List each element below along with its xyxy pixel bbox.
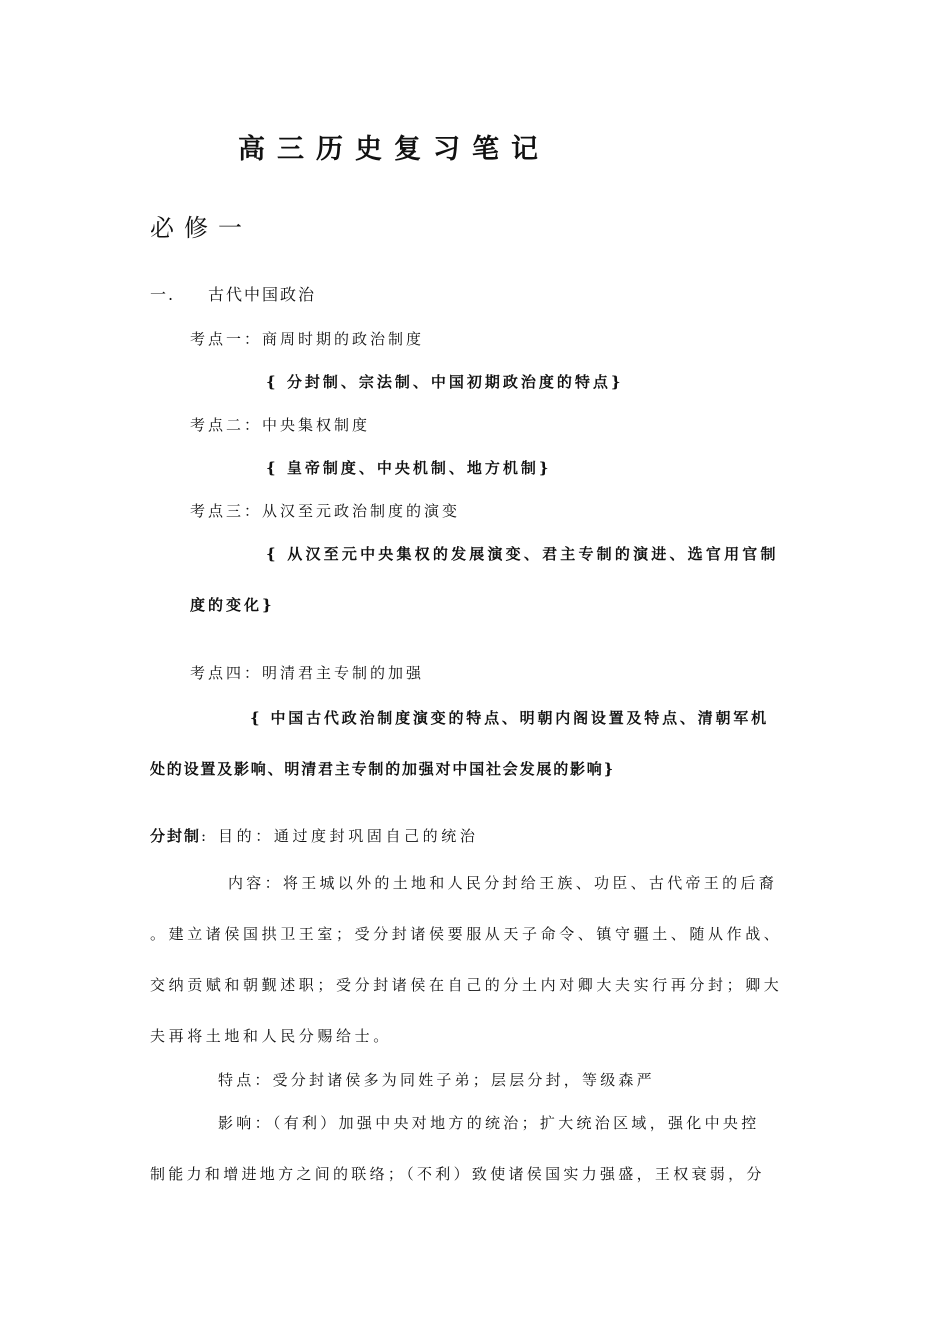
exam-point-3-topics-line-1: { 从汉至元中央集权的发展演变、君主专制的演进、选官用官制 — [266, 545, 779, 563]
fenfeng-content-line-4: 夫再将土地和人民分赐给士。 — [150, 1027, 392, 1045]
exam-point-2-topics: { 皇帝制度、中央机制、地方机制} — [266, 459, 552, 477]
fenfeng-purpose: : 目的：通过度封巩固自己的统治 — [201, 827, 479, 845]
exam-point-4-topics-line-2: 处的设置及影响、明清君主专制的加强对中国社会发展的影响} — [150, 760, 616, 778]
section-heading: 必修一 — [150, 214, 252, 242]
exam-point-2-label: 考点二：中央集权制度 — [190, 416, 371, 434]
unit-heading — [150, 287, 316, 303]
fenfeng-purpose-line — [150, 829, 478, 844]
document-title: 高三历史复习笔记 — [238, 134, 550, 165]
fenfeng-content-line-1: 内容：将王城以外的土地和人民分封给王族、功臣、古代帝王的后裔 — [228, 874, 778, 892]
exam-point-1-label: 考点一：商周时期的政治制度 — [190, 330, 425, 348]
fenfeng-content-line-3: 交纳贡赋和朝觐述职；受分封诸侯在自己的分土内对卿大夫实行再分封；卿大 — [150, 976, 783, 994]
unit-title: 古代中国政治 — [208, 285, 317, 304]
unit-number: 一. — [150, 285, 176, 304]
fenfeng-influence-line-2: 制能力和增进地方之间的联络；（不利）致使诸侯国实力强盛，王权衰弱，分 — [150, 1165, 765, 1183]
exam-point-4-topics-line-1: { 中国古代政治制度演变的特点、明朝内阁设置及特点、清朝军机 — [250, 709, 769, 727]
fenfeng-term: 分封制 — [150, 827, 202, 845]
exam-point-3-label: 考点三：从汉至元政治制度的演变 — [190, 502, 461, 520]
exam-point-3-topics-line-2: 度的变化} — [190, 596, 275, 614]
fenfeng-features: 特点：受分封诸侯多为同姓子弟；层层分封，等级森严 — [218, 1071, 655, 1089]
fenfeng-influence-line-1: 影响：（有利）加强中央对地方的统治；扩大统治区域，强化中央控 — [218, 1114, 760, 1132]
fenfeng-content-line-2: 。建立诸侯国拱卫王室；受分封诸侯要服从天子命令、镇守疆土、随从作战、 — [150, 925, 783, 943]
exam-point-4-label: 考点四：明清君主专制的加强 — [190, 664, 425, 682]
exam-point-1-topics: { 分封制、宗法制、中国初期政治度的特点} — [266, 373, 624, 391]
